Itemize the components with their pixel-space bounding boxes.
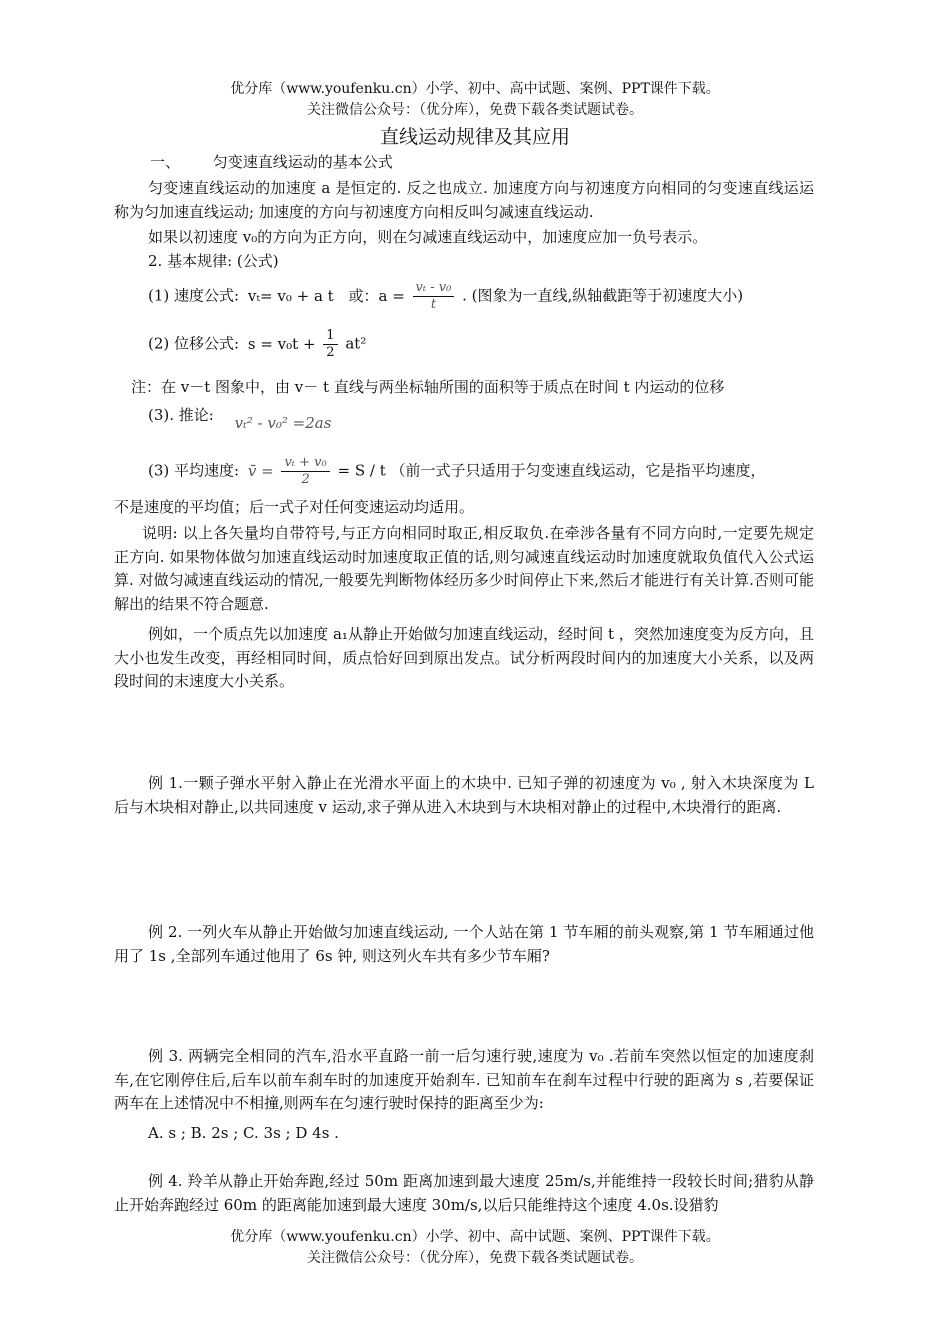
corollary-text: vₜ² - v₀² =2as — [234, 414, 332, 432]
header-line-1: 优分库（www.youfenku.cn）小学、初中、高中试题、案例、PPT课件下载。 — [230, 81, 720, 97]
basic-law-heading: 2. 基本规律: (公式) — [148, 252, 279, 270]
header-line-2: 关注微信公众号：（优分库），免费下载各类试题试卷。 — [307, 102, 643, 118]
displacement-formula-tail: at² — [345, 334, 367, 353]
displacement-formula — [148, 328, 366, 361]
example-3: 例 3. 两辆完全相同的汽车,沿水平直路一前一后匀速行驶,速度为 v₀ .若前车突然以恒定的加速度刹车,在它刚停住后,后车以前车刹车时的加速度开始刹车. 已知前车在刹车过程中行驶的距离为 s ,若要保证两车在上述情况中不相撞,则两车在匀速行驶时保持的距离至少为: — [114, 1047, 814, 1112]
section-1-heading — [150, 151, 393, 172]
velocity-formula-label: (1) 速度公式: — [148, 286, 240, 305]
example-4: 例 4. 羚羊从静止开始奔跑,经过 50m 距离加速到最大速度 25m/s,并能维持一段较长时间;猎豹从静止开始奔跑经过 60m 的距离能加速到最大速度 30m/s,以后只能维持这个速度 4.0s.设猎豹 — [114, 1172, 814, 1214]
displacement-formula-text: s = v₀t + — [247, 334, 316, 353]
footer-line-1: 优分库（www.youfenku.cn）小学、初中、高中试题、案例、PPT课件下载。 — [230, 1229, 720, 1245]
corollary-label: (3). 推论: — [148, 406, 214, 424]
velocity-formula-note: . (图象为一直线,纵轴截距等于初速度大小) — [462, 286, 744, 305]
displacement-fraction-num: 1 — [323, 328, 337, 345]
average-velocity-fraction-den: 2 — [301, 472, 310, 487]
displacement-fraction-den: 2 — [326, 345, 335, 360]
average-velocity-vbar: v̄ = — [247, 461, 274, 480]
footer-line-2: 关注微信公众号：（优分库），免费下载各类试题试卷。 — [307, 1250, 643, 1266]
example-1: 例 1.一颗子弹水平射入静止在光滑水平面上的木块中. 已知子弹的初速度为 v₀ , 射入木块深度为 L 后与木块相对静止,以共同速度 v 运动,求子弹从进入木块到与木块相对静止的过程中,木块滑行的距离. — [114, 774, 814, 816]
example-2: 例 2. 一列火车从静止开始做匀加速直线运动, 一个人站在第 1 节车厢的前头观察,第 1 节车厢通过他用了 1s ,全部列车通过他用了 6s 钟, 则这列火车共有多少节车厢? — [114, 923, 814, 965]
average-velocity-label: (3) 平均速度: — [148, 461, 240, 480]
average-velocity-fraction — [281, 455, 329, 488]
velocity-fraction-num: vₜ - v₀ — [413, 280, 455, 297]
corollary-formula — [148, 404, 332, 432]
page-title: 直线运动规律及其应用 — [379, 126, 570, 148]
vt-graph-note: 注：在 v－t 图象中，由 v－ t 直线与两坐标轴所围的面积等于质点在时间 t 内运动的位移 — [131, 378, 725, 396]
intro-paragraph: 匀变速直线运动的加速度 a 是恒定的. 反之也成立. 加速度方向与初速度方向相同的匀变速直线运运称为匀加速直线运动; 加速度的方向与初速度方向相反叫匀减速直线运动. — [114, 179, 814, 221]
displacement-formula-label: (2) 位移公式: — [148, 334, 240, 353]
velocity-fraction-den: t — [430, 297, 437, 312]
explanation-paragraph: 说明: 以上各矢量均自带符号,与正方向相同时取正,相反取负.在牵涉各量有不同方向时,一定要先规定正方向. 如果物体做匀加速直线运动时加速度取正值的话,则匀减速直线运动时加速度就取负值代入公式运算. 对做匀减速直线运动的情况,一般要先判断物体经历多少时间停止下来,然后才能进行有关计算.否则可能解出的结果不符合题意. — [114, 524, 814, 613]
sign-paragraph: 如果以初速度 v₀的方向为正方向，则在匀减速直线运动中，加速度应加一负号表示。 — [148, 228, 708, 246]
example-3-options: A. s ; B. 2s ; C. 3s ; D 4s . — [148, 1124, 339, 1142]
velocity-formula-or: 或：a = — [348, 286, 405, 305]
average-velocity-formula — [148, 455, 766, 488]
section-1-number: 一、 — [150, 153, 181, 171]
example-paragraph: 例如，一个质点先以加速度 a₁从静止开始做匀加速直线运动，经时间 t ，突然加速度变为反方向，且大小也发生改变，再经相同时间，质点恰好回到原出发点。试分析两段时间内的加速度大小关系，以及两段时间的末速度大小关系。 — [114, 625, 814, 690]
section-1-title: 匀变速直线运动的基本公式 — [212, 153, 393, 171]
velocity-fraction — [413, 280, 455, 313]
displacement-fraction — [323, 328, 337, 361]
average-velocity-fraction-num: vₜ + v₀ — [281, 455, 329, 472]
average-velocity-continuation: 不是速度的平均值；后一式子对任何变速运动均适用。 — [114, 498, 475, 516]
velocity-formula-text: vₜ= v₀ + a t — [247, 286, 334, 305]
average-velocity-tail: = S / t （前一式子只适用于匀变速直线运动，它是指平均速度， — [337, 461, 766, 480]
velocity-formula — [148, 280, 743, 313]
